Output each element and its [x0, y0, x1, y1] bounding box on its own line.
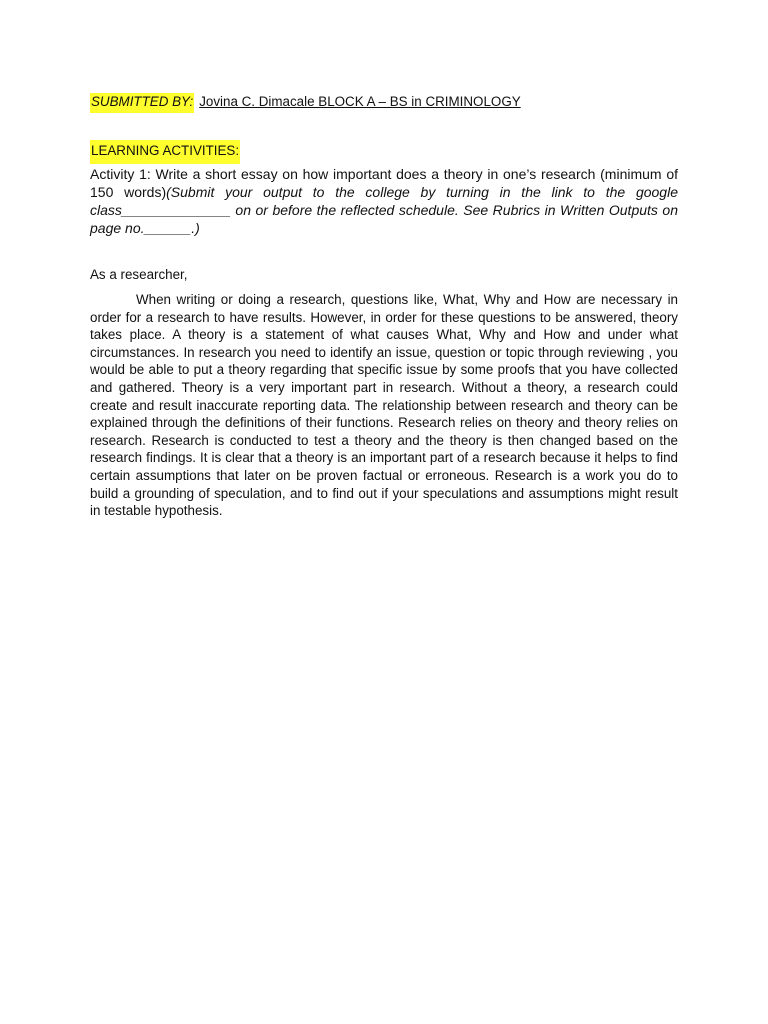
submitted-by-line — [90, 92, 521, 111]
essay-salutation: As a researcher, — [90, 267, 188, 282]
activity-prompt-text: Activity 1: Write a short essay on how important does a theory in one’s research (minimum of 150 words) — [90, 166, 678, 200]
activity-prompt — [90, 165, 678, 237]
submitted-by-value: Jovina C. Dimacale BLOCK A – BS in CRIMINOLOGY — [199, 94, 521, 109]
submitted-by-label: SUBMITTED BY: — [90, 93, 194, 113]
activity-instructions: (Submit your output to the college by turning in the link to the google class______________ on or before the reflected schedule. See Rubrics in Written Outputs on page no.______.) — [90, 184, 678, 236]
essay-body: When writing or doing a research, questions like, What, Why and How are necessary in order for a research to have results. However, in order for these questions to be answered, theory takes place. A theory is a statement of what causes What, Why and How and under what circumstances. In research you need to identify an issue, question or topic through reviewing , you would be able to put a theory regarding that specific issue by some proofs that you have collected and gathered. Theory is a very important part in research. Without a theory, a research could create and result inaccurate reporting data. The relationship between research and theory can be explained through the definitions of their functions. Research relies on theory and theory relies on research. Research is conducted to test a theory and the theory is then changed based on the research findings. It is clear that a theory is an important part of a research because it helps to find certain assumptions that later on be proven factual or erroneous. Research is a work you do to build a grounding of speculation, and to find out if your speculations and assumptions might result in testable hypothesis. — [90, 292, 678, 519]
learning-activities-heading: LEARNING ACTIVITIES: — [90, 140, 240, 164]
